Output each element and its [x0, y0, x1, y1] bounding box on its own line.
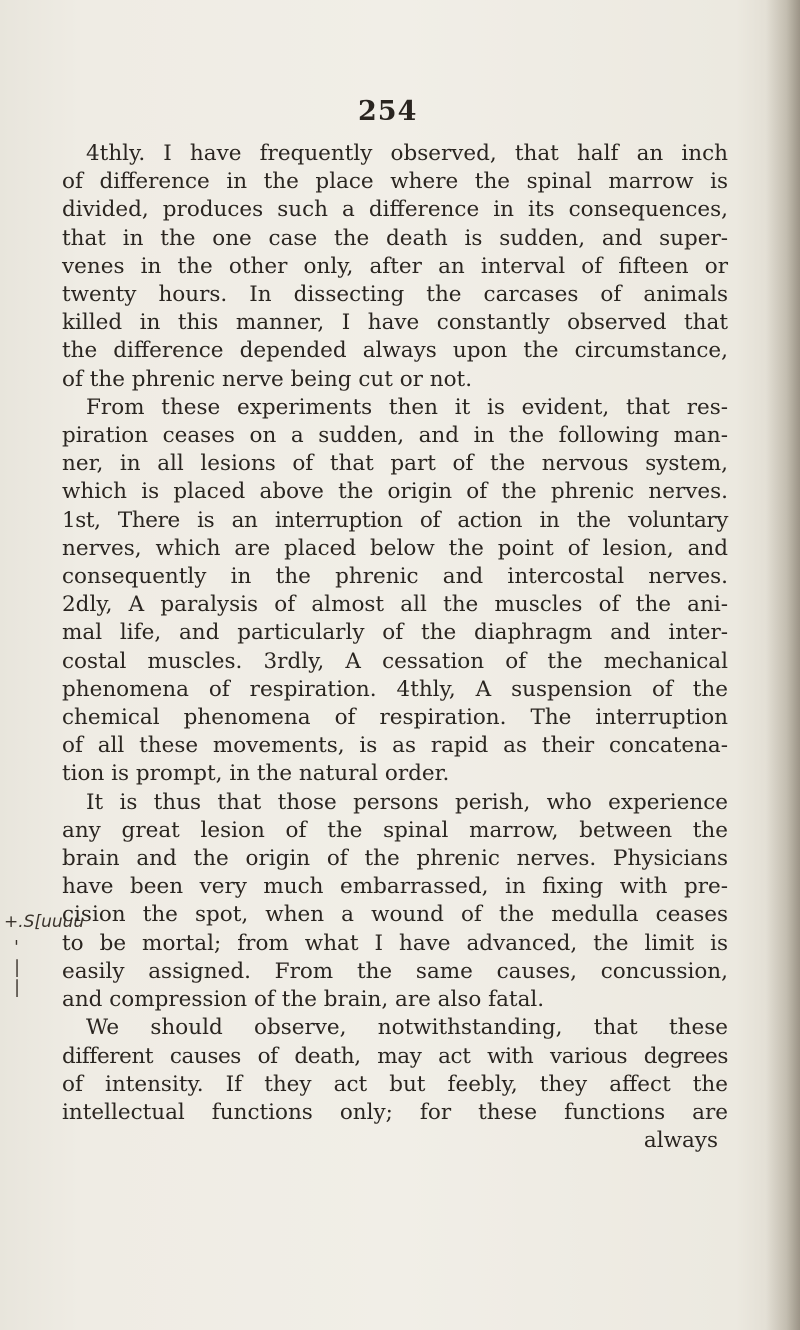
handwritten-margin-annotation: +.S[uuuu [4, 912, 85, 932]
text-line: mal life, and particularly of the diaphragm and inter- [62, 620, 728, 646]
text-line: of the phrenic nerve being cut or not. [62, 366, 473, 392]
text-line: It is thus that those persons perish, who experience [86, 789, 728, 815]
text-line: costal muscles. 3rdly, A cessation of the mechanical [62, 648, 728, 674]
text-line: of all these movements, is as rapid as their concatena- [62, 733, 728, 759]
text-line: 4thly. I have frequently observed, that half an inch [86, 141, 728, 166]
text-line: and compression of the brain, are also fatal. [62, 987, 545, 1013]
text-line: of intensity. If they act but feebly, they affect the [62, 1071, 728, 1097]
body-text [62, 140, 728, 1155]
margin-marks [14, 938, 20, 998]
text-line: have been very much embarrassed, in fixing with pre- [62, 874, 728, 900]
text-line: ner, in all lesions of that part of the nervous system, [62, 451, 728, 477]
text-line: nerves, which are placed below the point of lesion, and [62, 535, 728, 561]
text-line: of difference in the place where the spinal marrow is [62, 169, 728, 195]
text-line: intellectual functions only; for these functions are [62, 1099, 728, 1125]
text-line: venes in the other only, after an interval of fifteen or [62, 253, 728, 279]
text-line: easily assigned. From the same causes, concussion, [62, 958, 728, 984]
text-line: divided, produces such a difference in its consequences, [62, 197, 728, 223]
text-line: killed in this manner, I have constantly observed that [62, 310, 728, 336]
text-line: cision the spot, when a wound of the medulla ceases [62, 902, 728, 928]
text-line: which is placed above the origin of the phrenic nerves. [62, 479, 728, 505]
margin-mark: | [14, 977, 21, 998]
text-line: any great lesion of the spinal marrow, between the [62, 817, 728, 843]
text-line: tion is prompt, in the natural order. [62, 761, 450, 787]
text-line: twenty hours. In dissecting the carcases of animals [62, 282, 728, 308]
text-line: piration ceases on a sudden, and in the following man- [62, 423, 728, 449]
margin-mark: ' [14, 937, 19, 958]
margin-mark: | [14, 957, 21, 978]
text-line: to be mortal; from what I have advanced, the limit is [62, 930, 728, 956]
text-line: From these experiments then it is evident, that res- [86, 394, 728, 420]
text-line: consequently in the phrenic and intercostal nerves. [62, 564, 728, 590]
text-line: We should observe, notwithstanding, that these [86, 1015, 728, 1041]
text-line: 2dly, A paralysis of almost all the muscles of the ani- [62, 592, 728, 618]
text-line: the difference depended always upon the circumstance, [62, 338, 728, 364]
text-line: phenomena of respiration. 4thly, A suspension of the [62, 676, 728, 702]
text-line: brain and the origin of the phrenic nerves. Physicians [62, 846, 728, 872]
page-number: 254 [358, 96, 418, 127]
catchword: always [643, 1128, 718, 1154]
page-edge-shadow [766, 0, 800, 1330]
text-line: that in the one case the death is sudden, and super- [62, 225, 728, 251]
text-line: chemical phenomena of respiration. The interruption [62, 705, 728, 731]
text-line: different causes of death, may act with various degrees [62, 1043, 728, 1069]
text-line: 1st, There is an interruption of action in the voluntary [62, 507, 728, 533]
